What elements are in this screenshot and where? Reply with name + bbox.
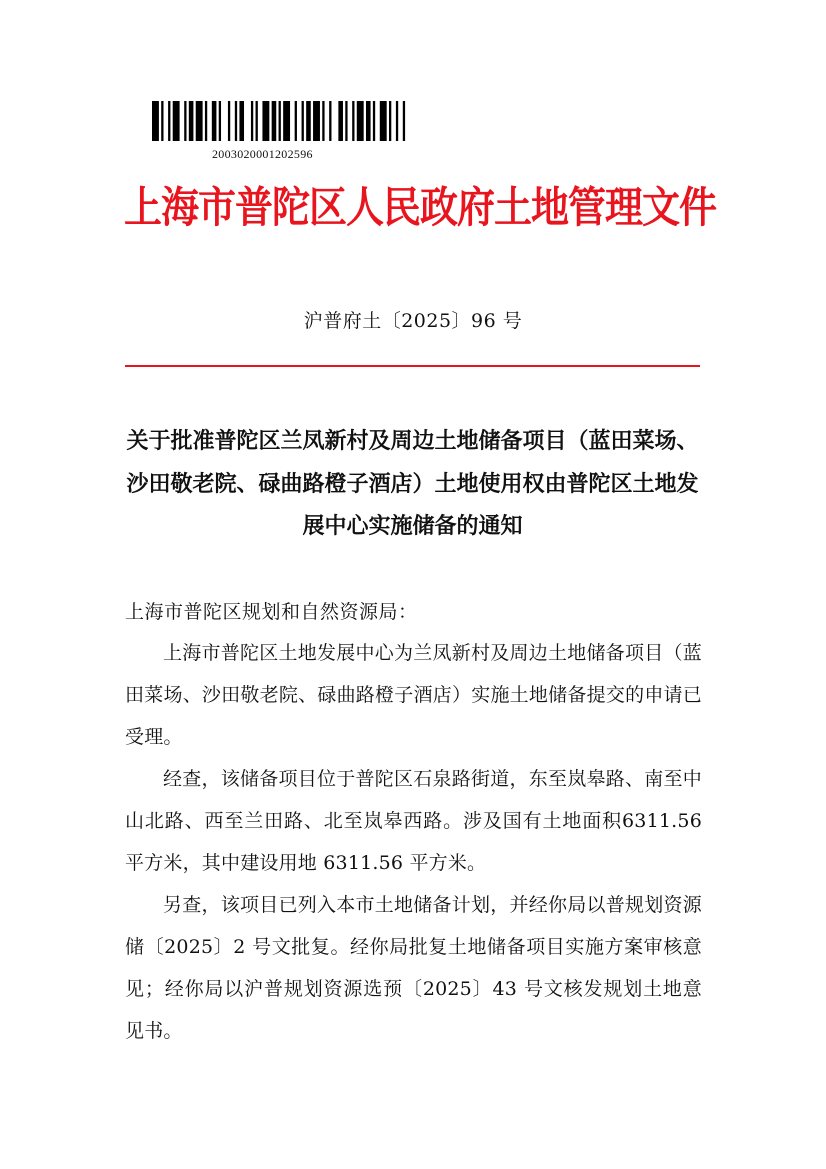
addressee: 上海市普陀区规划和自然资源局：	[125, 601, 418, 623]
document-body	[125, 632, 702, 1052]
body-paragraph-1: 上海市普陀区土地发展中心为兰凤新村及周边土地储备项目（蓝田菜场、沙田敬老院、碌曲路橙子酒店）实施土地储备提交的申请已受理。	[125, 642, 702, 748]
barcode-number: 2003020001202596	[212, 147, 313, 161]
body-paragraph-2: 经查，该储备项目位于普陀区石泉路街道，东至岚皋路、南至中山北路、西至兰田路、北至岚皋西路。涉及国有土地面积6311.56 平方米，其中建设用地 6311.56 平方米。	[125, 768, 702, 874]
red-divider	[125, 365, 700, 367]
document-heading: 关于批准普陀区兰凤新村及周边土地储备项目（蓝田菜场、沙田敬老院、碌曲路橙子酒店）土地使用权由普陀区土地发展中心实施储备的通知	[126, 429, 699, 539]
barcode	[152, 101, 412, 141]
document-issuer-title: 上海市普陀区人民政府土地管理文件	[123, 181, 716, 233]
document-number: 沪普府土〔2025〕96 号	[303, 310, 523, 332]
body-paragraph-3: 另查，该项目已列入本市土地储备计划，并经你局以普规划资源储〔2025〕2 号文批复。经你局批复土地储备项目实施方案审核意见；经你局以沪普规划资源选预〔2025〕43 号文核发规划土地意见书。	[125, 894, 702, 1042]
